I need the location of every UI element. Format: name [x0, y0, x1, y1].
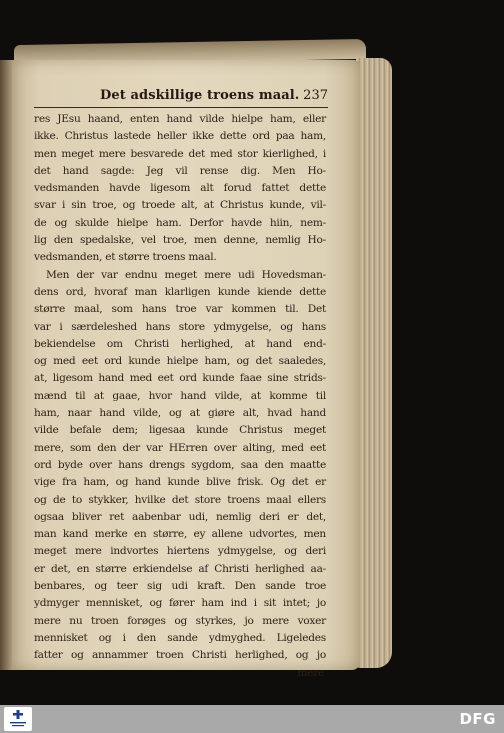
text-body: [34, 111, 326, 682]
text-line: Men der var endnu meget mere udi Hovedsman-: [46, 268, 326, 281]
text-line: svar i sin troe, og troede alt, at Christus kunde, vil-: [34, 199, 326, 212]
text-line: ord byde over hans drengs sygdom, saa den maatte: [34, 458, 326, 471]
text-line: bekiendelse om Christi herlighed, at hand end-: [34, 337, 326, 350]
text-line: at, ligesom hand med eet ord kunde faae sine strids-: [34, 372, 326, 385]
text-line: vilde befale dem; ligesaa kunde Christus meget: [34, 424, 326, 437]
book-fore-edge: [356, 58, 392, 668]
text-line: vige fra ham, og hand kunde blive frisk. Og det er: [34, 476, 326, 489]
text-line: lig den spedalske, vel troe, men denne, nemlig Ho-: [34, 234, 326, 247]
running-head: [34, 87, 328, 108]
book-page: [12, 60, 360, 679]
text-line: benbares, og teer sig udi kraft. Den sande troe: [34, 580, 326, 593]
text-line: er det, en større erkiendelse af Christi herlighed aa-: [34, 562, 326, 575]
text-line: res JEsu haand, enten hand vilde hielpe ham, eller: [34, 113, 326, 125]
catchword: mere: [297, 666, 324, 679]
dfg-logo[interactable]: DFG: [459, 710, 496, 728]
text-line: ogsaa bliver ret aabenbar udi, nemlig deri er det,: [34, 510, 326, 523]
text-line: ham, naar hand vilde, og at giøre alt, hvad hand: [34, 407, 326, 420]
text-line: og de to stykker, hvilke det store troens maal ellers: [34, 493, 326, 506]
text-line: og med eet ord kunde hielpe ham, og det saaledes,: [34, 355, 326, 368]
text-line: man kand merke en større, ey allene udvortes, men: [34, 528, 326, 541]
institution-logo-icon[interactable]: [4, 707, 32, 731]
page-number: 237: [303, 88, 328, 103]
text-line: dens ord, hvoraf man klarligen kunde kiende dette: [34, 285, 326, 298]
text-line: ikke. Christus lastede heller ikke dette ord paa ham,: [34, 130, 326, 143]
text-line: var i særdeleshed hans store ydmygelse, og hans: [34, 320, 326, 333]
text-line: de og skulde hielpe ham. Derfor havde hiin, nem-: [34, 216, 326, 229]
text-line: mere, som den der var HErren over alting, med eet: [34, 441, 326, 454]
text-line: fatter og annammer troen Christi herlighed, og jo: [34, 649, 326, 662]
text-line: vedsmanden, et større troens maal.: [34, 251, 217, 264]
text-line: mænd til at gaae, hvor hand vilde, at komme til: [34, 389, 326, 402]
text-line: vedsmanden havde ligesom alt forud fattet dette: [34, 182, 326, 195]
text-line: større maal, som hans troe var kommen til. Det: [34, 303, 326, 316]
text-line: men meget mere besvarede det med stor kierlighed, i: [34, 147, 326, 160]
text-line: mennisket og i den sande ydmyghed. Ligeledes: [34, 631, 326, 644]
running-title: Det adskillige troens maal.: [100, 88, 300, 103]
text-line: meget mere indvortes hiertens ydmygelse, og deri: [34, 545, 326, 558]
text-line: mere nu troen forøges og styrkes, jo mere voxer: [34, 614, 326, 627]
text-line: det hand sagde: Jeg vil rense dig. Men Ho-: [34, 164, 326, 177]
text-line: ydmyger mennisket, og fører ham ind i sit intet; jo: [34, 597, 326, 610]
viewer-footer: [0, 705, 504, 733]
